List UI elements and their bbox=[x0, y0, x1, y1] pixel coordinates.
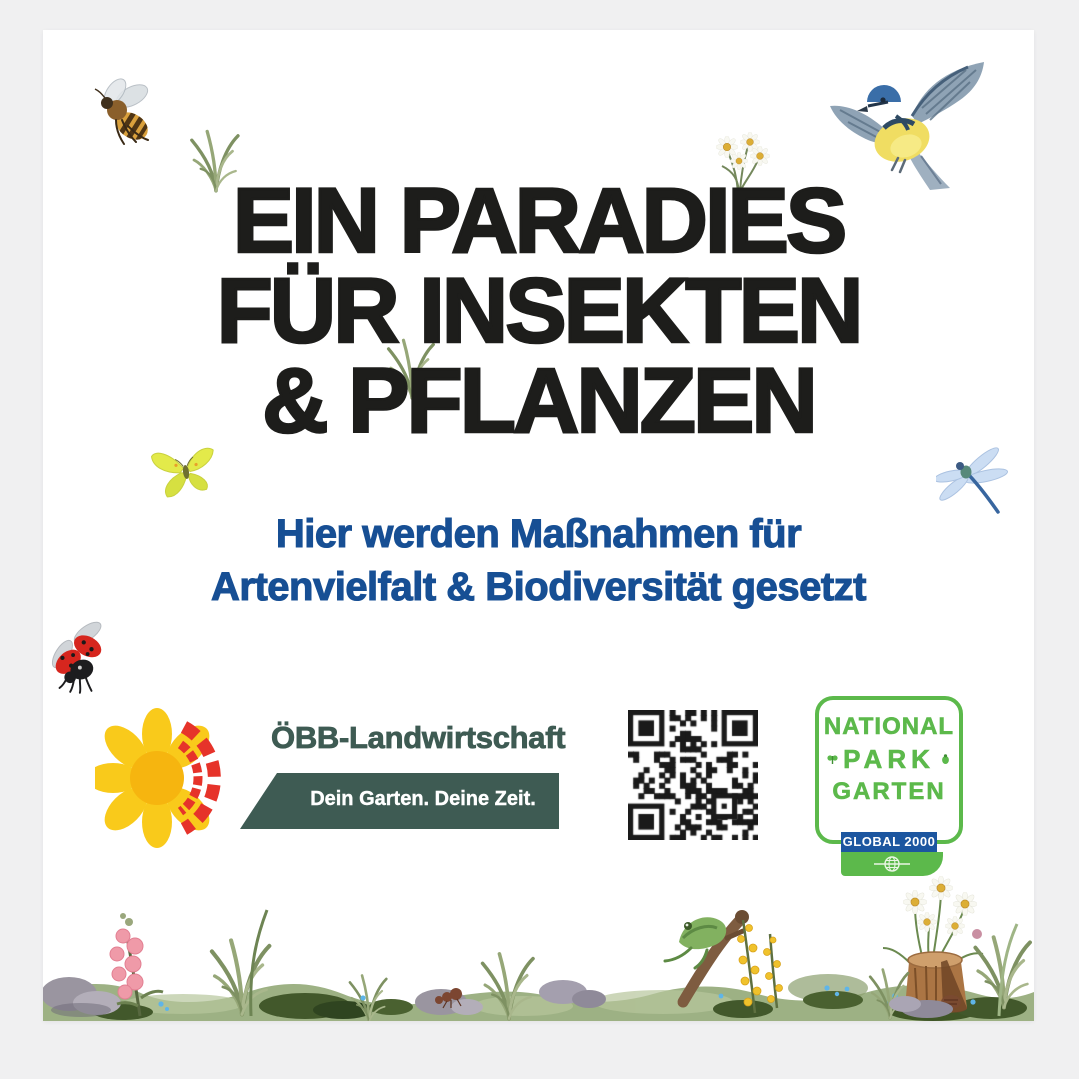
qr-code bbox=[628, 710, 758, 840]
headline bbox=[43, 170, 1034, 452]
globe-icon bbox=[872, 855, 912, 873]
butterfly-ornament-icon bbox=[827, 754, 838, 765]
headline-line-3: & PFLANZEN bbox=[262, 350, 815, 452]
ladybug-icon bbox=[45, 616, 107, 694]
global-2000-tab bbox=[841, 852, 943, 876]
poster-card bbox=[43, 30, 1034, 1021]
qr-code-canvas bbox=[628, 710, 758, 840]
blue-tit-bird-icon bbox=[826, 56, 990, 196]
npg-line-garten: GARTEN bbox=[832, 778, 946, 805]
butterfly-icon bbox=[150, 442, 222, 500]
npg-line-national: NATIONAL bbox=[823, 713, 955, 740]
dragonfly-icon bbox=[936, 436, 1010, 516]
tagline-banner bbox=[239, 772, 561, 830]
subtitle-line-2: Artenvielfalt & Biodiversität gesetzt bbox=[211, 565, 866, 609]
sunflower-rail-logo-icon bbox=[95, 694, 245, 862]
national-park-garten-logo bbox=[815, 696, 967, 908]
bug-ornament-icon bbox=[940, 754, 951, 765]
tagline-text: Dein Garten. Deine Zeit. bbox=[310, 788, 536, 810]
oebb-landwirtschaft-wordmark: ÖBB-Landwirtschaft bbox=[271, 720, 566, 755]
headline-line-2: FÜR INSEKTEN bbox=[216, 260, 861, 362]
global-2000-banner: GLOBAL 2000 bbox=[841, 832, 937, 852]
subtitle-line-1: Hier werden Maßnahmen für bbox=[275, 512, 802, 556]
bee-icon bbox=[86, 70, 164, 154]
npg-line-park: PARK bbox=[819, 744, 959, 775]
headline-line-1: EIN PARADIES bbox=[232, 170, 845, 272]
rocks-left bbox=[43, 977, 121, 1017]
npg-frame bbox=[815, 696, 963, 844]
subtitle bbox=[43, 508, 1034, 614]
